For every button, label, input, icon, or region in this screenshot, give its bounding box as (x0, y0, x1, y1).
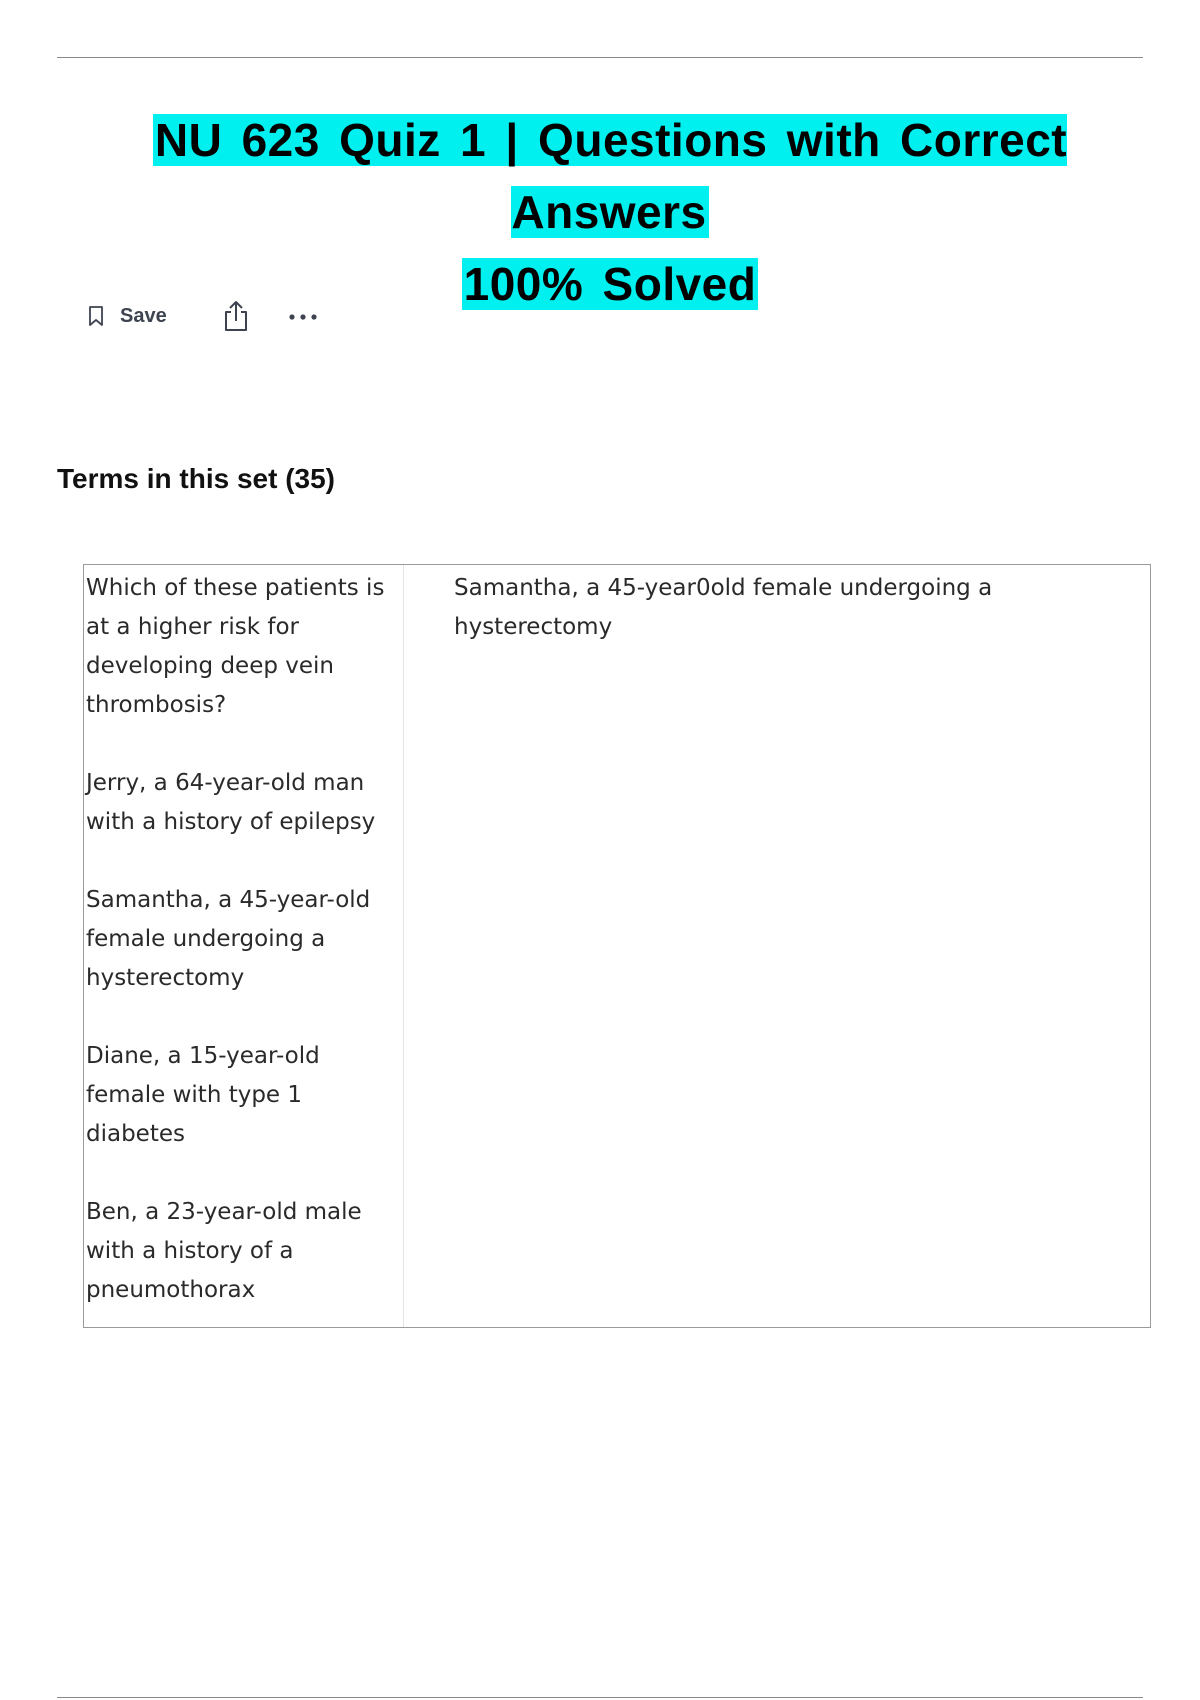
terms-heading: Terms in this set (35) (57, 463, 336, 494)
bottom-divider (57, 1697, 1143, 1698)
answer-option: Ben, a 23-year-old male with a history of a pneumothorax (86, 1199, 362, 1303)
title-line-2: 100% Solved (463, 258, 757, 310)
answer-option: Samantha, a 45-year-old female undergoing a hysterectomy (86, 887, 371, 991)
save-button[interactable] (86, 304, 167, 328)
answer-option: Jerry, a 64-year-old man with a history of epilepsy (86, 770, 376, 835)
question-text: Which of these patients is at a higher risk for developing deep vein thrombosis? (86, 575, 385, 718)
save-label: Save (120, 304, 167, 327)
more-icon[interactable] (287, 310, 319, 322)
bookmark-icon (86, 304, 106, 328)
share-icon[interactable] (221, 299, 251, 333)
definition-cell (404, 565, 1150, 1327)
definition-text: Samantha, a 45-year0old female undergoing a hysterectomy (454, 575, 993, 640)
term-cell (84, 565, 404, 1327)
top-divider (57, 57, 1143, 58)
title-line-1: NU 623 Quiz 1 | Questions with Correct Answers (154, 114, 1068, 238)
answer-option: Diane, a 15-year-old female with type 1 diabetes (86, 1043, 320, 1147)
term-card (83, 564, 1151, 1328)
action-bar (86, 298, 319, 334)
page-title (70, 110, 1150, 326)
